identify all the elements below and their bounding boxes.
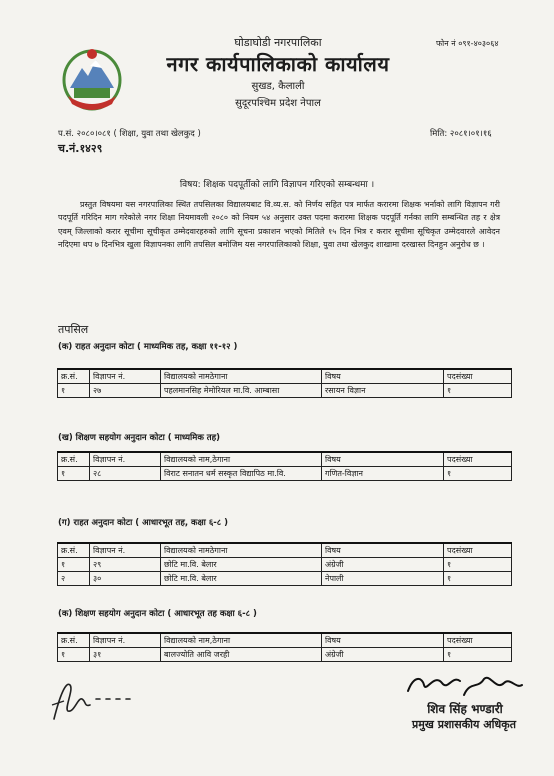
table-cell: विराट सनातन धर्म सस्कृत विद्यापिठ मा.वि. [161,467,322,481]
table-row [58,384,512,398]
schedule-heading: तपसिल [58,323,89,336]
municipality-emblem-icon [60,46,124,112]
dispatch-number: च.नं.१४२९ [58,142,103,155]
header-cell: विद्यालयको नामठेगाना [161,369,322,384]
table-header-row [58,543,512,558]
table-cell: ३० [90,572,161,586]
table-cell: १ [444,572,512,586]
header-cell: पदसंख्या [444,452,512,467]
table-cell: १ [444,384,512,398]
table-cell: ३१ [90,648,161,662]
header-cell: क्र.सं. [58,543,90,558]
vacancy-table [57,542,512,586]
municipality-name: घोडाघोडी नगरपालिका [234,36,322,49]
table-header-row [58,369,512,384]
header-cell: पदसंख्या [444,369,512,384]
table-cell: २८ [90,467,161,481]
table-row [58,572,512,586]
table-header-row [58,452,512,467]
section-title: (क) शिक्षण सहयोग अनुदान कोटा ( आधारभूत तह कक्षा ६-८ ) [58,609,257,619]
table-cell: रसायन विज्ञान [322,384,444,398]
table-cell: बालज्योति आवि जरही [161,648,322,662]
table-cell: १ [444,558,512,572]
header-cell: क्र.सं. [58,369,90,384]
vacancy-table [57,632,512,662]
header-cell: विज्ञापन नं. [90,633,161,648]
table-cell: १ [444,648,512,662]
vacancy-table [57,368,512,398]
table-cell: पहलमानसिह मेमोरियल मा.वि. आम्बासा [161,384,322,398]
letter-subject: विषय: शिक्षक पदपूर्तीको लागि विज्ञापन गरिएको सम्बन्धमा । [179,180,375,190]
table-row [58,648,512,662]
section-title: (ख) शिक्षण सहयोग अनुदान कोटा ( माध्यमिक तह) [58,433,221,443]
section-title: (क) राहत अनुदान कोटा ( माध्यमिक तह, कक्षा ११-१२ ) [58,342,238,352]
initials-signature-icon [48,675,158,725]
signatory-name: शिव सिंह भण्डारी [427,702,503,716]
table-cell: २ [58,572,90,586]
letter-body: प्रस्तुत विषयमा यस नगरपालिका स्थित तपसिलका विद्यालयबाट वि.व्य.स. को निर्णय सहित पत्र मार्फत करारमा शिक्षक भर्नाको लागि विज्ञापन गरी पदपूर्ति गरिदिन माग गरेकोले नगर शिक्षा नियमावली २०८० को नियम ५४ अनुसार उक्त पदमा करारमा शिक्षक पदपूर्ति गर्नका लागि सम्बन्धित तह र क्षेत्र एवम् जिल्लाको करार सूचीमा सूचीकृत उम्मेदवारहरुको लागि सूचना प्रकाशन भएको मितिले १५ दिन भित्र र करार सूचीमा सूचिकृत उम्मेदवारले आवेदन नदिएमा थप ७ दिनभित्र खुला विज्ञापनका लागि तपसिल बमोजिम यस नगरपालिकाको शिक्षा, युवा तथा खेलकुद शाखामा दरखास्त दिनहुन अनुरोध छ । [58,200,500,250]
header-cell: क्र.सं. [58,633,90,648]
header-cell: विज्ञापन नं. [90,369,161,384]
table-cell: १ [58,384,90,398]
table-cell: अंग्रेजी [322,558,444,572]
phone-number: फोन नं ०९१-४०३०६४ [436,39,499,48]
table-cell: २७ [90,384,161,398]
header-cell: विज्ञापन नं. [90,452,161,467]
office-title: नगर कार्यपालिकाको कार्यालय [166,52,390,76]
table-row [58,467,512,481]
office-location: सुखड, कैलाली [251,81,305,92]
table-cell: १ [58,467,90,481]
table-cell: छोटि मा.वि. बेलार [161,558,322,572]
table-cell: अंग्रेजी [322,648,444,662]
table-cell: नेपाली [322,572,444,586]
header-cell: पदसंख्या [444,543,512,558]
header-cell: विषय [322,543,444,558]
vacancy-table [57,451,512,481]
officer-signature-icon [400,665,530,705]
table-cell: २९ [90,558,161,572]
header-cell: विद्यालयको नाम,ठेगाना [161,452,322,467]
province-name: सुदूरपश्चिम प्रदेश नेपाल [235,98,321,109]
header-cell: विषय [322,369,444,384]
header-cell: विद्यालयको नामठेगाना [161,543,322,558]
header-cell: क्र.सं. [58,452,90,467]
table-cell: छोटि मा.वि. बेलार [161,572,322,586]
letter-date: मिति: २०८१।०१।१६ [430,129,492,139]
table-cell: १ [444,467,512,481]
header-cell: विद्यालयको नाम,ठेगाना [161,633,322,648]
section-title: (ग) राहत अनुदान कोटा ( आधारभूत तह, कक्षा ६-८ ) [58,518,229,528]
header-cell: पदसंख्या [444,633,512,648]
table-header-row [58,633,512,648]
table-cell: गणित-विज्ञान [322,467,444,481]
reference-number: प.सं. २०८०।०८१ ( शिक्षा, युवा तथा खेलकुद ) [58,129,201,139]
header-cell: विषय [322,452,444,467]
header-cell: विषय [322,633,444,648]
signatory-title: प्रमुख प्रशासकीय अधिकृत [412,718,516,731]
table-cell: १ [58,648,90,662]
table-row [58,558,512,572]
table-cell: १ [58,558,90,572]
header-cell: विज्ञापन नं. [90,543,161,558]
